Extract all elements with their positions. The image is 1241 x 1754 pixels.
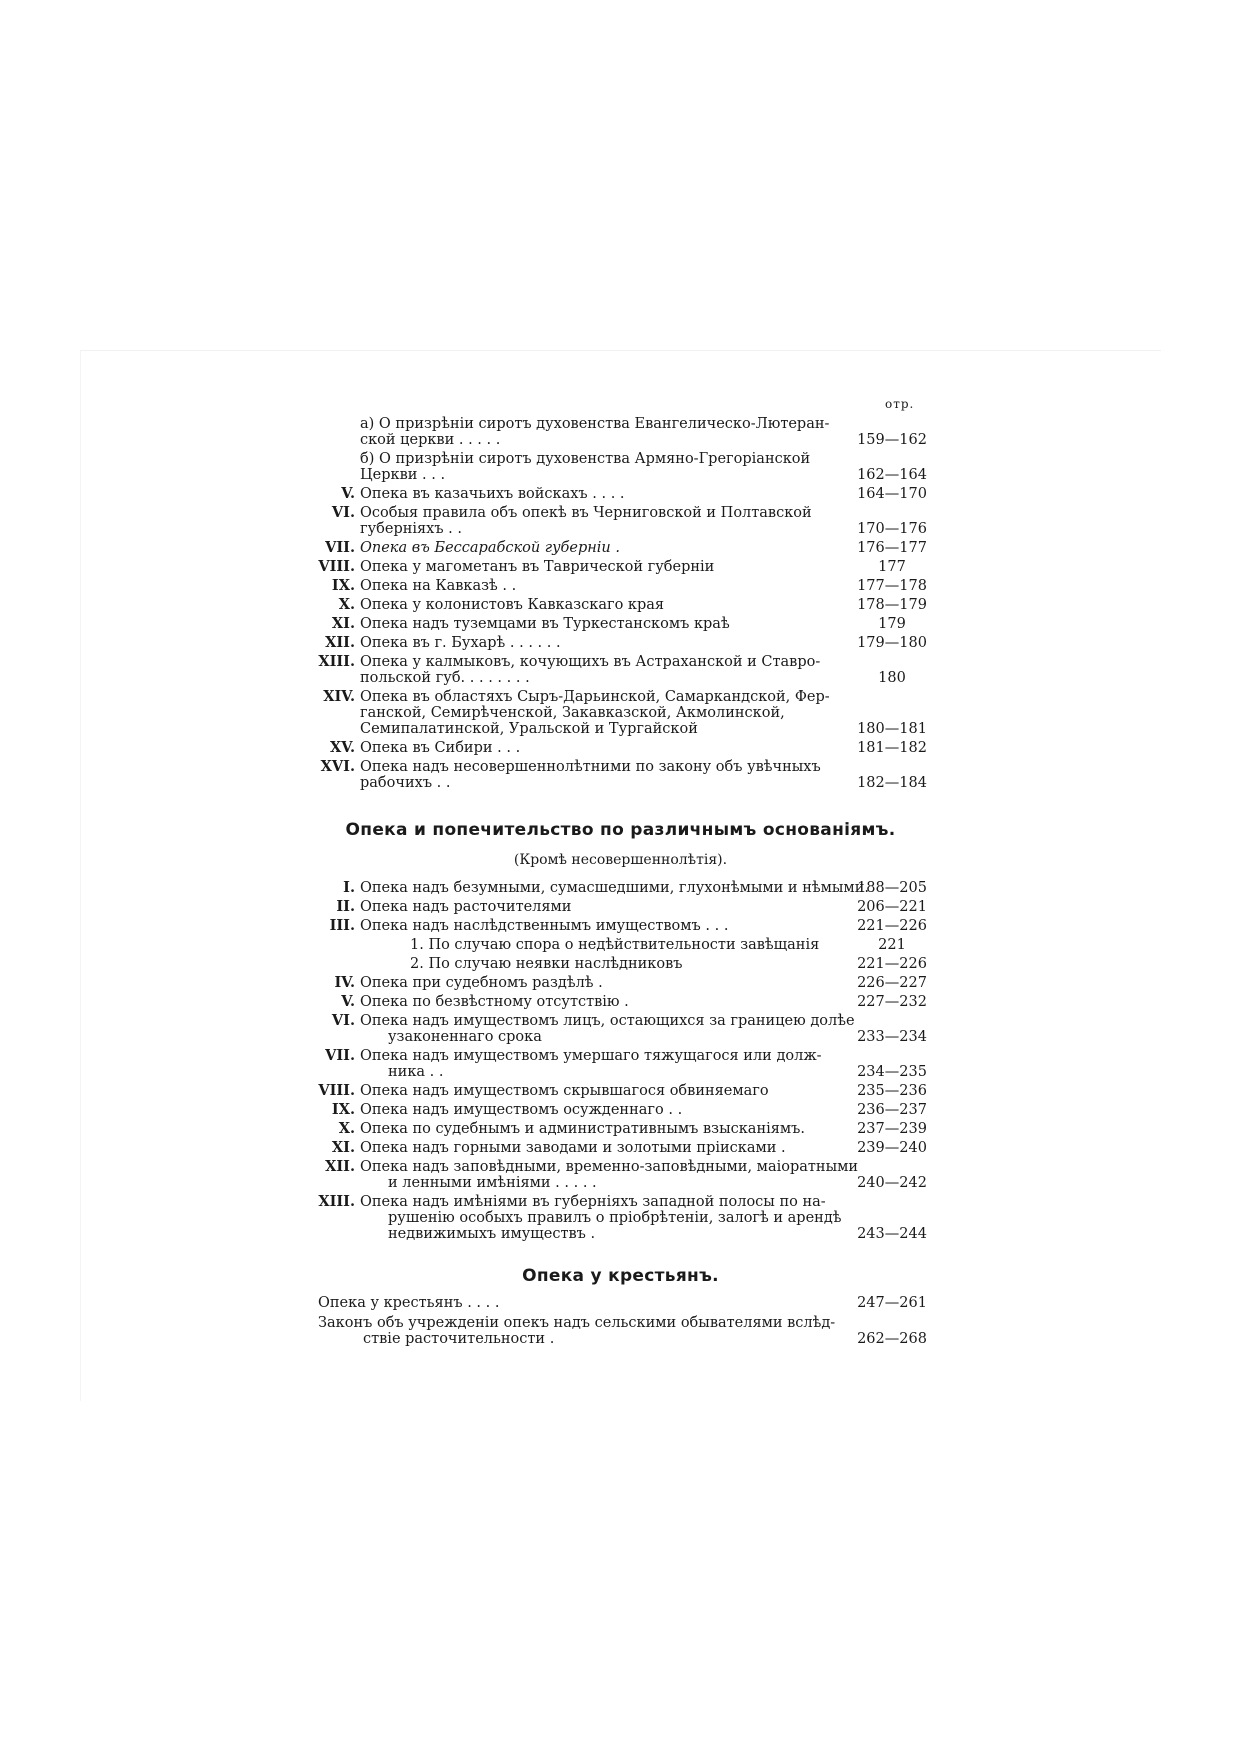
toc-entry-title (360, 416, 829, 448)
toc-entry-number: XII. (325, 634, 355, 651)
toc-entry-line: рабочихъ . . (360, 775, 451, 791)
toc-entry-line: рушенію особыхъ правилъ о пріобрѣтеніи, залогѣ и арендѣ (388, 1210, 842, 1226)
toc-entry-title (360, 1083, 769, 1099)
toc-entry-number: XIV. (323, 688, 355, 705)
toc-entry-pages: 226—227 (857, 975, 927, 991)
toc-entry-line: Опека надъ имуществомъ лицъ, остающихся за границею долѣе (360, 1013, 855, 1029)
toc-entry-number: IX. (331, 1101, 355, 1118)
toc-entry-title (318, 1315, 835, 1347)
toc-entry-line: Опека въ г. Бухарѣ . . . . . . (360, 635, 561, 651)
toc-entry-pages: 162—164 (857, 467, 927, 483)
toc-entry-title (360, 486, 625, 502)
toc-entry-line: ника . . (388, 1064, 444, 1080)
toc-entry-number: X. (338, 1120, 355, 1137)
toc-entry-pages: 188—205 (857, 880, 927, 896)
toc-entry-pages: 164—170 (857, 486, 927, 502)
toc-entry-line: ской церкви . . . . . (360, 432, 501, 448)
toc-entry-line: Семипалатинской, Уральской и Тургайской (360, 721, 698, 737)
toc-entry-line: Опека по безвѣстному отсутствію . (360, 994, 629, 1010)
toc-entry-line: 2. По случаю неявки наслѣдниковъ (410, 956, 683, 972)
toc-entry-line: Опека въ Бессарабской губерніи . (360, 540, 620, 556)
toc-entry-line: Опека у калмыковъ, кочующихъ въ Астраханской и Ставро- (360, 654, 821, 670)
toc-entry-pages: 235—236 (857, 1083, 927, 1099)
toc-entry-title (360, 1121, 805, 1137)
toc-entry-number: V. (341, 993, 355, 1010)
toc-entry-title (360, 1102, 682, 1118)
toc-entry-title (360, 759, 821, 791)
toc-entry-line: Опека надъ туземцами въ Туркестанскомъ краѣ (360, 616, 730, 632)
toc-entry-pages: 221—226 (857, 956, 927, 972)
toc-entry-title (360, 635, 561, 651)
toc-entry-number: VII. (325, 539, 355, 556)
toc-entry-line: Опека при судебномъ раздѣлѣ . (360, 975, 603, 991)
toc-entry-number: III. (329, 917, 355, 934)
toc-entry-pages: 237—239 (857, 1121, 927, 1137)
toc-entry-pages: 159—162 (857, 432, 927, 448)
toc-entry-title (360, 505, 812, 537)
toc-entry-pages: 177—178 (857, 578, 927, 594)
toc-entry-number: I. (343, 879, 355, 896)
toc-entry-line: ганской, Семирѣченской, Закавказской, Акмолинской, (360, 705, 785, 721)
toc-entry-title (360, 740, 520, 756)
toc-entry-number: XI. (331, 615, 355, 632)
toc-entry-number: VI. (331, 504, 355, 521)
toc-entry-line: Опека въ Сибири . . . (360, 740, 521, 756)
section-2-subtitle: (Кромѣ несовершеннолѣтія). (513, 852, 728, 868)
toc-entry-pages: 239—240 (857, 1140, 927, 1156)
toc-entry-line: Опека въ казачьихъ войскахъ . . . . (360, 486, 625, 502)
toc-entry-pages: 247—261 (857, 1295, 927, 1311)
toc-entry-pages: 236—237 (857, 1102, 927, 1118)
section-2-title: Опека и попечительство по различнымъ основаніямъ. (345, 820, 896, 840)
toc-entry-pages: 170—176 (857, 521, 927, 537)
toc-entry-line: Опека надъ наслѣдственнымъ имуществомъ . . . (360, 918, 729, 934)
toc-entry-line: Опека надъ безумными, сумасшедшими, глухонѣмыми и нѣмыми. (360, 880, 869, 896)
toc-entry-title (318, 1295, 499, 1311)
toc-entry-line: Церкви . . . (360, 467, 446, 483)
toc-entry-title (360, 689, 830, 737)
toc-entry-pages: 234—235 (857, 1064, 927, 1080)
toc-entry-pages: 206—221 (857, 899, 927, 915)
toc-entry-line: а) О призрѣніи сиротъ духовенства Евангелическо-Лютеран- (360, 416, 830, 432)
toc-entry-line: Опека надъ несовершеннолѣтними по закону объ увѣчныхъ (360, 759, 821, 775)
toc-entry-number: XVI. (320, 758, 355, 775)
toc-entry-pages: 182—184 (857, 775, 927, 791)
toc-entry-number: XII. (325, 1158, 355, 1175)
toc-entry-pages: 177 (878, 559, 906, 575)
toc-entry-pages: 221—226 (857, 918, 927, 934)
toc-entry-line: польской губ. . . . . . . . (360, 670, 530, 686)
toc-entry-number: VII. (325, 1047, 355, 1064)
toc-entry-pages: 262—268 (857, 1331, 927, 1347)
toc-entry-line: Опека надъ имуществомъ умершаго тяжущагося или долж- (360, 1048, 822, 1064)
toc-entry-line: Законъ объ учрежденіи опекъ надъ сельскими обывателями вслѣд- (318, 1315, 836, 1331)
toc-entry-pages: 179—180 (857, 635, 927, 651)
toc-entry-line: ствіе расточительности . (363, 1331, 555, 1347)
toc-entry-title (360, 578, 516, 594)
section-3-title: Опека у крестьянъ. (522, 1266, 719, 1286)
toc-entry-line: Опека надъ расточителями (360, 899, 572, 915)
toc-entry-line: Опека у крестьянъ . . . . (318, 1295, 500, 1311)
toc-entry-pages: 176—177 (857, 540, 927, 556)
toc-entry-title (360, 1194, 842, 1242)
toc-entry-pages: 227—232 (857, 994, 927, 1010)
toc-entry-line: недвижимыхъ имуществъ . (388, 1226, 596, 1242)
toc-entry-line: и ленными имѣніями . . . . . (388, 1175, 597, 1191)
toc-entry-pages: 240—242 (857, 1175, 927, 1191)
toc-entry-pages: 180 (878, 670, 906, 686)
toc-entry-title (360, 540, 620, 556)
toc-entry-title (360, 1159, 858, 1191)
toc-entry-title (410, 956, 682, 972)
toc-entry-number: XV. (329, 739, 355, 756)
toc-entry-title (360, 994, 629, 1010)
toc-entry-line: Опека надъ имѣніями въ губерніяхъ западной полосы по на- (360, 1194, 826, 1210)
toc-entry-number: XIII. (318, 653, 355, 670)
toc-entry-number: V. (341, 485, 355, 502)
toc-entry-line: Опека у колонистовъ Кавказскаго края (360, 597, 665, 613)
toc-entry-pages: 180—181 (857, 721, 927, 737)
toc-entry-title (360, 559, 714, 575)
toc-entry-number: VIII. (318, 1082, 355, 1099)
toc-entry-number: XIII. (318, 1193, 355, 1210)
toc-entry-pages: 243—244 (857, 1226, 927, 1242)
toc-entry-number: X. (338, 596, 355, 613)
toc-entry-line: Опека надъ горными заводами и золотыми пріисками . (360, 1140, 786, 1156)
toc-entry-line: Опека надъ заповѣдными, временно-заповѣдными, маіоратными (360, 1159, 859, 1175)
toc-entry-line: Особыя правила объ опекѣ въ Черниговской и Полтавской (360, 505, 812, 521)
toc-entry-title (360, 918, 728, 934)
toc-entry-pages: 181—182 (857, 740, 927, 756)
toc-entry-line: узаконеннаго срока (388, 1029, 542, 1045)
toc-entry-line: губерніяхъ . . (360, 521, 463, 537)
toc-entry-title (360, 1013, 855, 1045)
pages-column-header: отр. (885, 397, 915, 411)
toc-entry-title (360, 1048, 822, 1080)
toc-entry-line: б) О призрѣніи сиротъ духовенства Армяно-Грегоріанской (360, 451, 811, 467)
toc-entry-title (360, 616, 730, 632)
toc-entry-number: VI. (331, 1012, 355, 1029)
toc-entry-line: Опека у магометанъ въ Таврической губерніи (360, 559, 715, 575)
toc-entry-number: IX. (331, 577, 355, 594)
toc-entry-number: II. (336, 898, 355, 915)
toc-entry-title (410, 937, 819, 953)
toc-entry-number: XI. (331, 1139, 355, 1156)
toc-entry-line: Опека въ областяхъ Сыръ-Дарьинской, Самаркандской, Фер- (360, 689, 830, 705)
toc-entry-pages: 221 (878, 937, 906, 953)
toc-entry-title (360, 899, 571, 915)
toc-entry-title (360, 597, 664, 613)
toc-entry-line: 1. По случаю спора о недѣйствительности завѣщанія (410, 937, 820, 953)
toc-entry-title (360, 1140, 786, 1156)
toc-entry-pages: 179 (878, 616, 906, 632)
toc-entry-line: Опека надъ имуществомъ осужденнаго . . (360, 1102, 683, 1118)
toc-entry-title (360, 451, 810, 483)
toc-entry-pages: 233—234 (857, 1029, 927, 1045)
toc-entry-pages: 178—179 (857, 597, 927, 613)
toc-entry-title (360, 880, 869, 896)
toc-entry-line: Опека надъ имуществомъ скрывшагося обвиняемаго (360, 1083, 769, 1099)
toc-entry-title (360, 975, 603, 991)
toc-entry-title (360, 654, 820, 686)
toc-entry-line: Опека по судебнымъ и административнымъ взысканіямъ. (360, 1121, 806, 1137)
toc-entry-number: VIII. (318, 558, 355, 575)
toc-entry-number: IV. (334, 974, 355, 991)
toc-entry-line: Опека на Кавказѣ . . (360, 578, 517, 594)
